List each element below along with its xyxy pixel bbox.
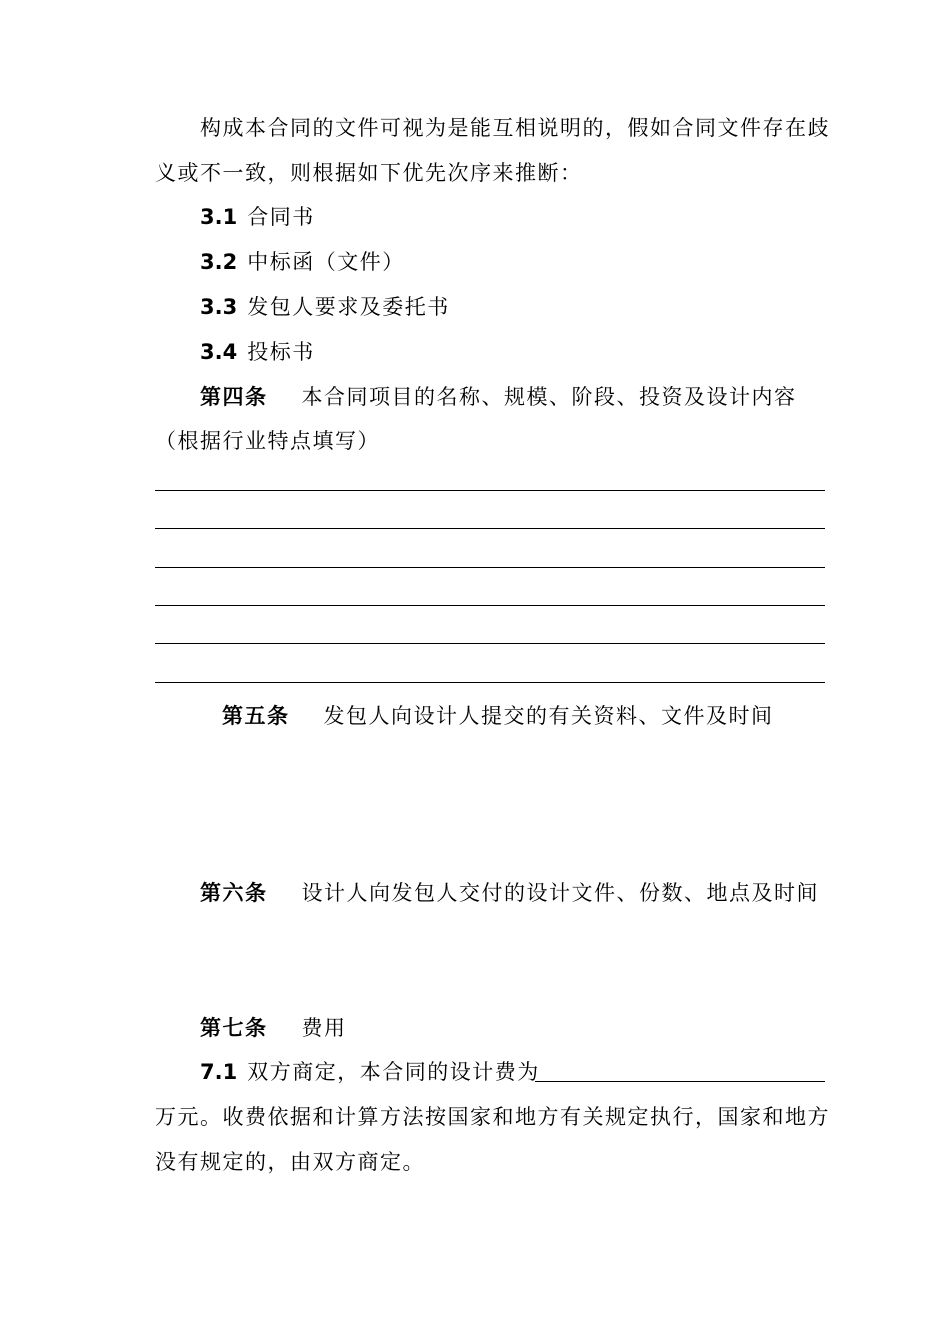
article-4-title: 本合同项目的名称、规模、阶段、投资及设计内容 (301, 385, 797, 409)
article-5-label: 第五条 (222, 704, 290, 728)
priority-item-text: 发包人要求及委托书 (247, 295, 450, 319)
priority-item-text: 中标函（文件） (247, 250, 405, 274)
fill-in-line[interactable] (155, 490, 825, 491)
priority-item-number: 3.2 (200, 250, 238, 274)
priority-item (200, 337, 825, 367)
fill-in-line[interactable] (155, 567, 825, 568)
priority-item-number: 3.3 (200, 295, 238, 319)
intro-line-1: 构成本合同的文件可视为是能互相说明的，假如合同文件存在歧 (200, 116, 830, 140)
article-7-title: 费用 (301, 1016, 347, 1040)
priority-item (200, 247, 825, 277)
article-5-heading (222, 701, 825, 731)
priority-item-number: 3.4 (200, 340, 238, 364)
fill-in-line[interactable] (155, 528, 825, 529)
intro-line-2: 义或不一致，则根据如下优先次序来推断： (155, 161, 583, 185)
priority-item-number: 3.1 (200, 205, 238, 229)
article-7-label: 第七条 (200, 1016, 268, 1040)
clause-7-1-line-3: 没有规定的，由双方商定。 (155, 1150, 425, 1174)
clause-7-1-line-2: 万元。收费依据和计算方法按国家和地方有关规定执行，国家和地方 (155, 1105, 830, 1129)
article-5-title: 发包人向设计人提交的有关资料、文件及时间 (323, 704, 774, 728)
article-6-title: 设计人向发包人交付的设计文件、份数、地点及时间 (301, 881, 819, 905)
article-4-label: 第四条 (200, 385, 268, 409)
article-7-heading (200, 1013, 825, 1043)
design-fee-blank[interactable] (535, 1081, 825, 1082)
priority-item-text: 合同书 (247, 205, 315, 229)
fill-in-line[interactable] (155, 643, 825, 644)
article-6-label: 第六条 (200, 881, 268, 905)
fill-in-line[interactable] (155, 682, 825, 683)
clause-7-1 (200, 1057, 825, 1087)
article-4-note: （根据行业特点填写） (155, 429, 380, 453)
priority-item (200, 202, 825, 232)
clause-text: 双方商定，本合同的设计费为 (247, 1060, 540, 1084)
clause-number: 7.1 (200, 1060, 238, 1084)
priority-item-text: 投标书 (247, 340, 315, 364)
article-4-heading (200, 382, 825, 412)
article-6-heading (200, 878, 825, 908)
fill-in-line[interactable] (155, 605, 825, 606)
priority-item (200, 292, 825, 322)
